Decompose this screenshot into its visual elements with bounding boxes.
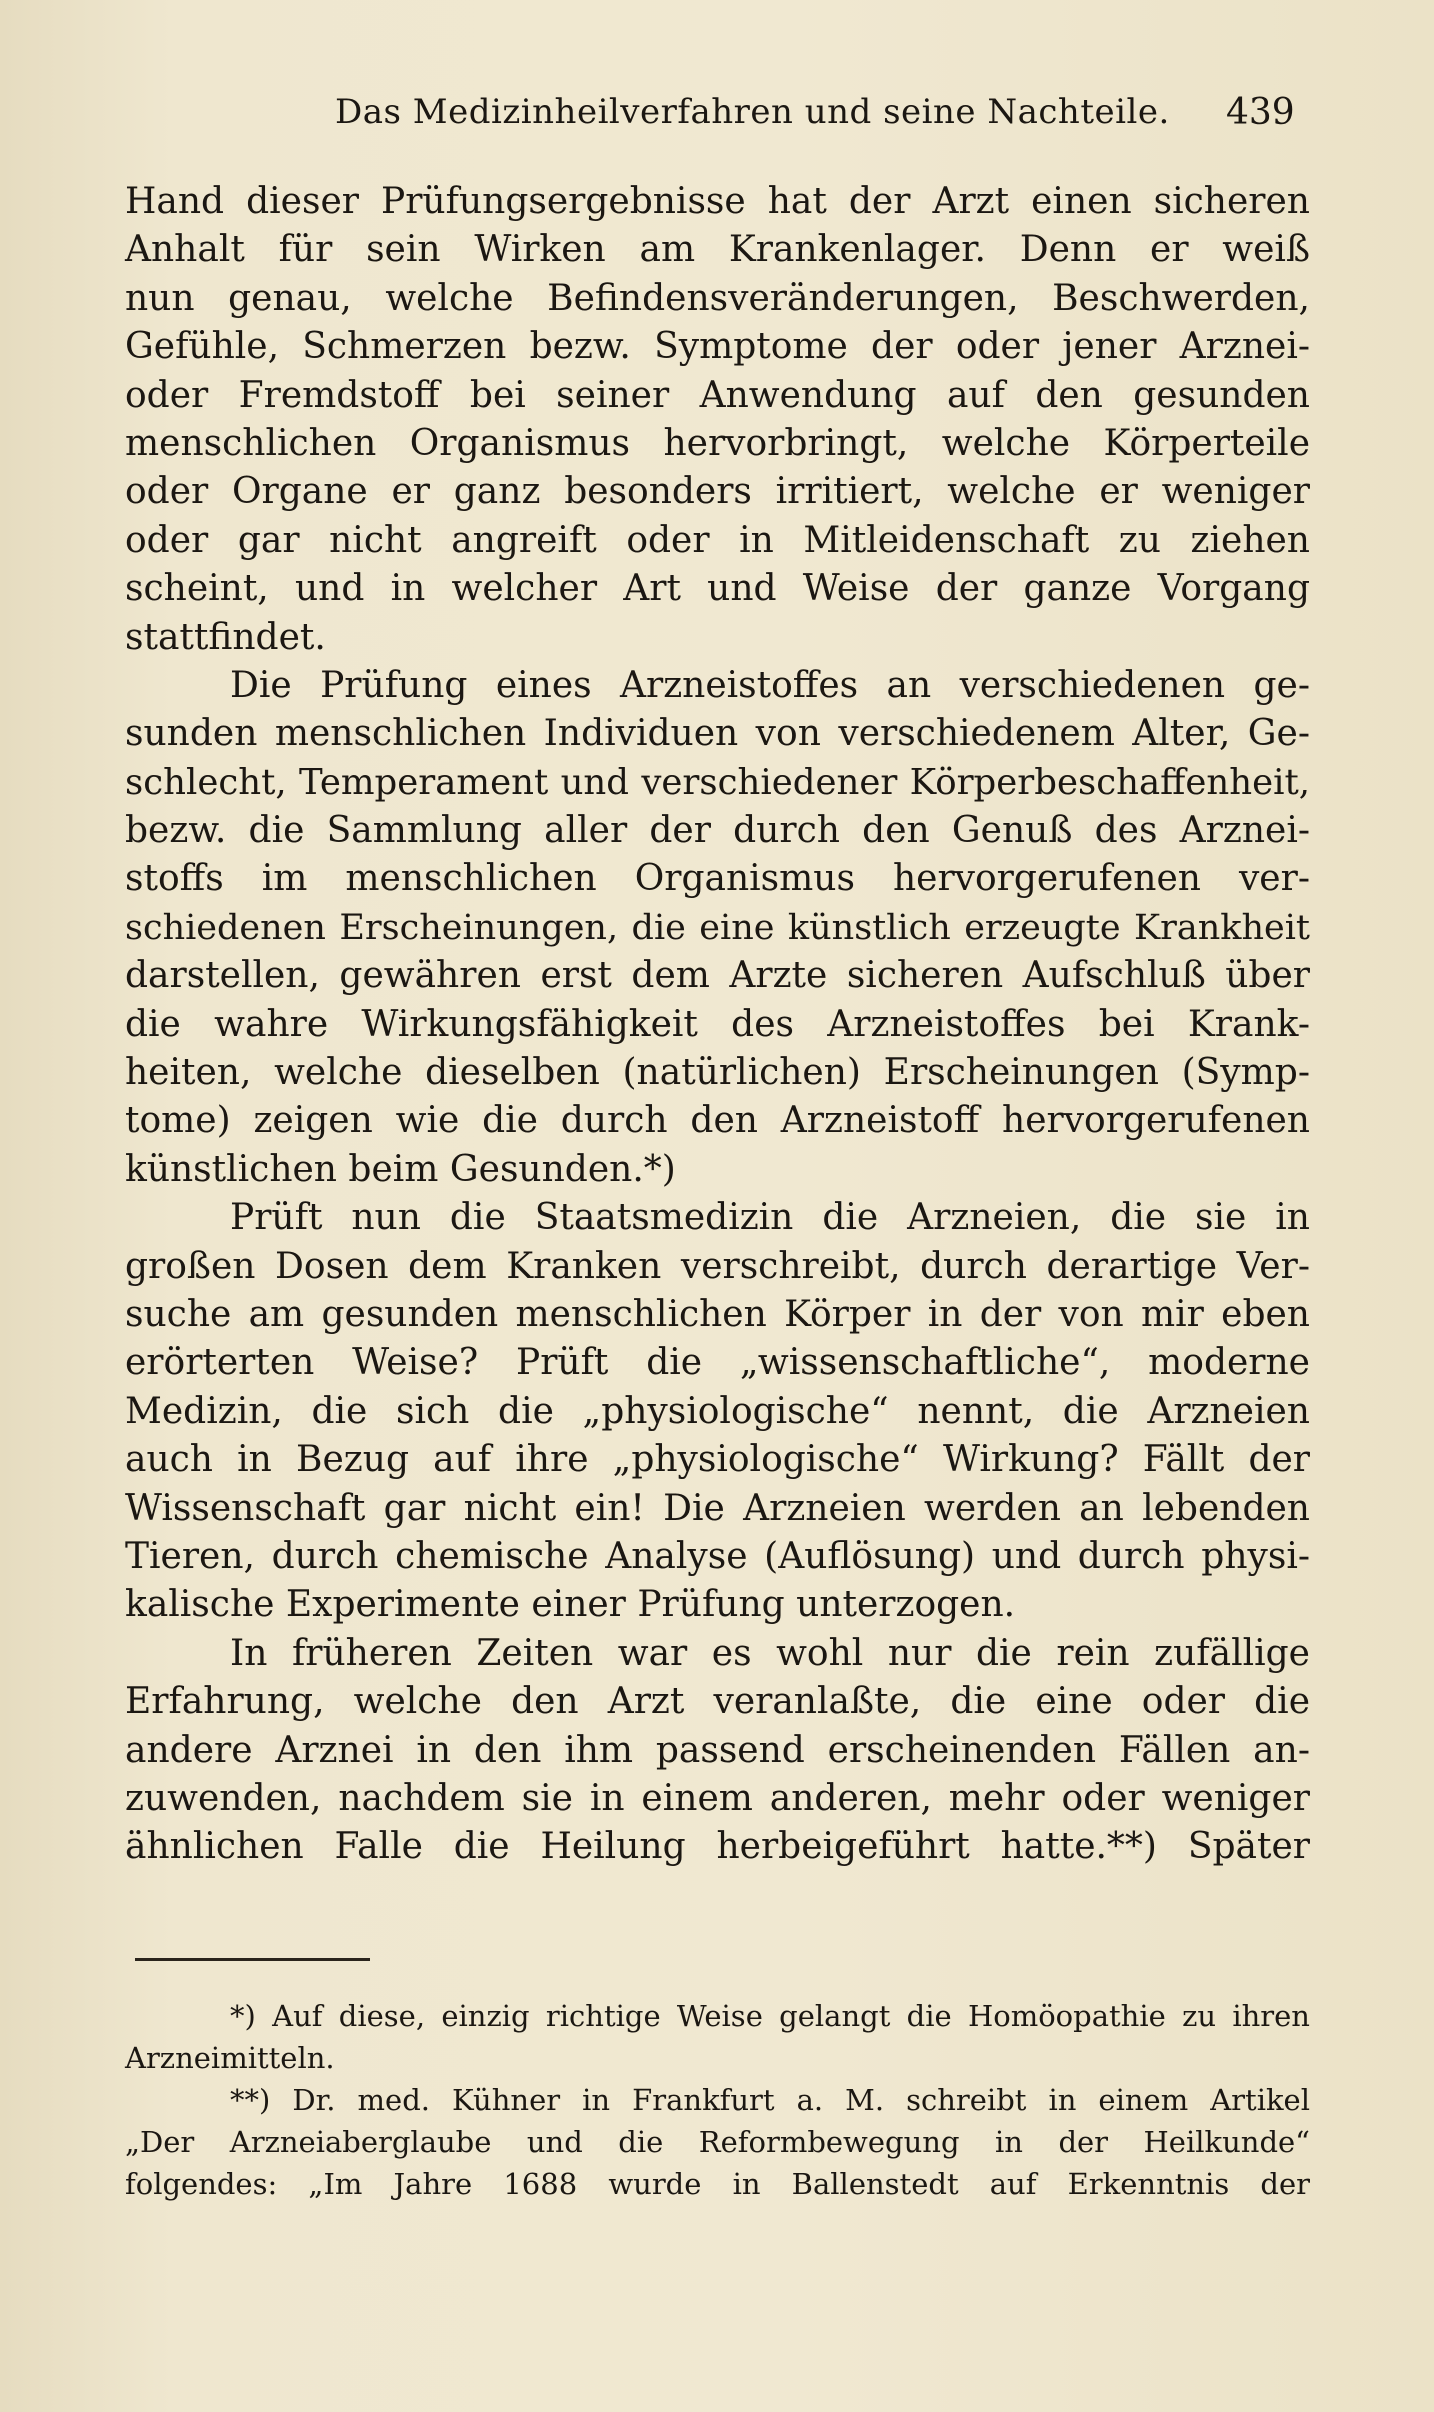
text-line: großen Dosen dem Kranken verschreibt, durch derartige Ver- [125, 1245, 1310, 1287]
paragraph-1 [125, 178, 1310, 662]
paragraph-3 [125, 1194, 1310, 1630]
text-line: Prüft nun die Staatsmedizin die Arzneien, die sie in [230, 1197, 1310, 1239]
text-line: menschlichen Organismus hervorbringt, welche Körperteile [125, 422, 1310, 464]
text-line: kalische Experimente einer Prüfung unterzogen. [125, 1584, 1016, 1626]
text-line: Hand dieser Prüfungsergebnisse hat der Arzt einen sicheren [125, 181, 1310, 222]
footnote-line: „Der Arzneiaberglaube und die Reformbewegung in der Heilkunde“ [125, 2125, 1310, 2159]
main-text [125, 178, 1310, 1872]
text-line: Anhalt für sein Wirken am Krankenlager. Denn er weiß [125, 229, 1310, 271]
text-line: die wahre Wirkungsfähigkeit des Arzneistoffes bei Krank- [125, 1003, 1310, 1045]
footnote-line: folgendes: „Im Jahre 1688 wurde in Ballenstedt auf Erkenntnis der [125, 2167, 1310, 2201]
footnotes [125, 1995, 1310, 2205]
text-line: zuwenden, nachdem sie in einem anderen, mehr oder weniger [125, 1777, 1310, 1819]
page-number: 439 [1226, 92, 1295, 133]
text-line: bezw. die Sammlung aller der durch den Genuß des Arznei- [125, 810, 1310, 852]
text-line: Wissenschaft gar nicht ein! Die Arzneien werden an lebenden [125, 1487, 1310, 1529]
text-line: stoffs im menschlichen Organismus hervorgerufenen ver- [125, 858, 1310, 900]
paragraph-4 [125, 1630, 1310, 1872]
text-line: Die Prüfung eines Arzneistoffes an verschiedenen ge- [230, 664, 1310, 706]
text-line: sunden menschlichen Individuen von verschiedenem Alter, Ge- [125, 713, 1310, 755]
footnote-separator [135, 1958, 370, 1961]
text-line: tome) zeigen wie die durch den Arzneistoff hervorgerufenen [125, 1100, 1310, 1142]
footnote-line: Arzneimitteln. [125, 2041, 335, 2075]
text-line: schiedenen Erscheinungen, die eine künstlich erzeugte Krankheit [125, 907, 1310, 948]
text-line: auch in Bezug auf ihre „physiologische“ Wirkung? Fällt der [125, 1439, 1310, 1481]
footnote-line: *) Auf diese, einzig richtige Weise gelangt die Homöopathie zu ihren [230, 1999, 1310, 2033]
text-line: andere Arznei in den ihm passend erscheinenden Fällen an- [125, 1729, 1310, 1771]
text-line: oder Organe er ganz besonders irritiert, welche er weniger [125, 471, 1310, 513]
paragraph-2 [125, 662, 1310, 1194]
text-line: suche am gesunden menschlichen Körper in der von mir eben [125, 1293, 1310, 1335]
footnote-line: **) Dr. med. Kühner in Frankfurt a. M. schreibt in einem Artikel [230, 2083, 1310, 2117]
text-line: Tieren, durch chemische Analyse (Auflösung) und durch physi- [125, 1535, 1310, 1577]
text-line: erörterten Weise? Prüft die „wissenschaftliche“, moderne [125, 1342, 1310, 1384]
running-title: Das Medizinheilverfahren und seine Nachteile. [335, 92, 1170, 132]
text-line: nun genau, welche Befindensveränderungen, Beschwerden, [125, 277, 1310, 319]
text-line: Erfahrung, welche den Arzt veranlaßte, die eine oder die [125, 1681, 1310, 1723]
text-line: darstellen, gewähren erst dem Arzte sicheren Aufschluß über [125, 955, 1310, 997]
text-line: künstlichen beim Gesunden.*) [125, 1148, 676, 1190]
text-line: Medizin, die sich die „physiologische“ nennt, die Arzneien [125, 1390, 1310, 1432]
text-line: ähnlichen Falle die Heilung herbeigeführt hatte.**) Später [125, 1826, 1310, 1868]
text-line: scheint, und in welcher Art und Weise der ganze Vorgang [125, 568, 1310, 610]
text-line: schlecht, Temperament und verschiedener Körperbeschaffenheit, [125, 761, 1310, 803]
text-line: Gefühle, Schmerzen bezw. Symptome der oder jener Arznei- [125, 326, 1310, 368]
text-line: In früheren Zeiten war es wohl nur die rein zufällige [230, 1632, 1310, 1674]
page-header [0, 92, 1434, 152]
footnote-1 [125, 1995, 1310, 2079]
text-line: heiten, welche dieselben (natürlichen) Erscheinungen (Symp- [125, 1052, 1310, 1094]
text-line: oder Fremdstoff bei seiner Anwendung auf den gesunden [125, 374, 1310, 416]
text-line: stattfindet. [125, 616, 326, 658]
footnote-2 [125, 2079, 1310, 2205]
text-line: oder gar nicht angreift oder in Mitleidenschaft zu ziehen [125, 519, 1310, 561]
